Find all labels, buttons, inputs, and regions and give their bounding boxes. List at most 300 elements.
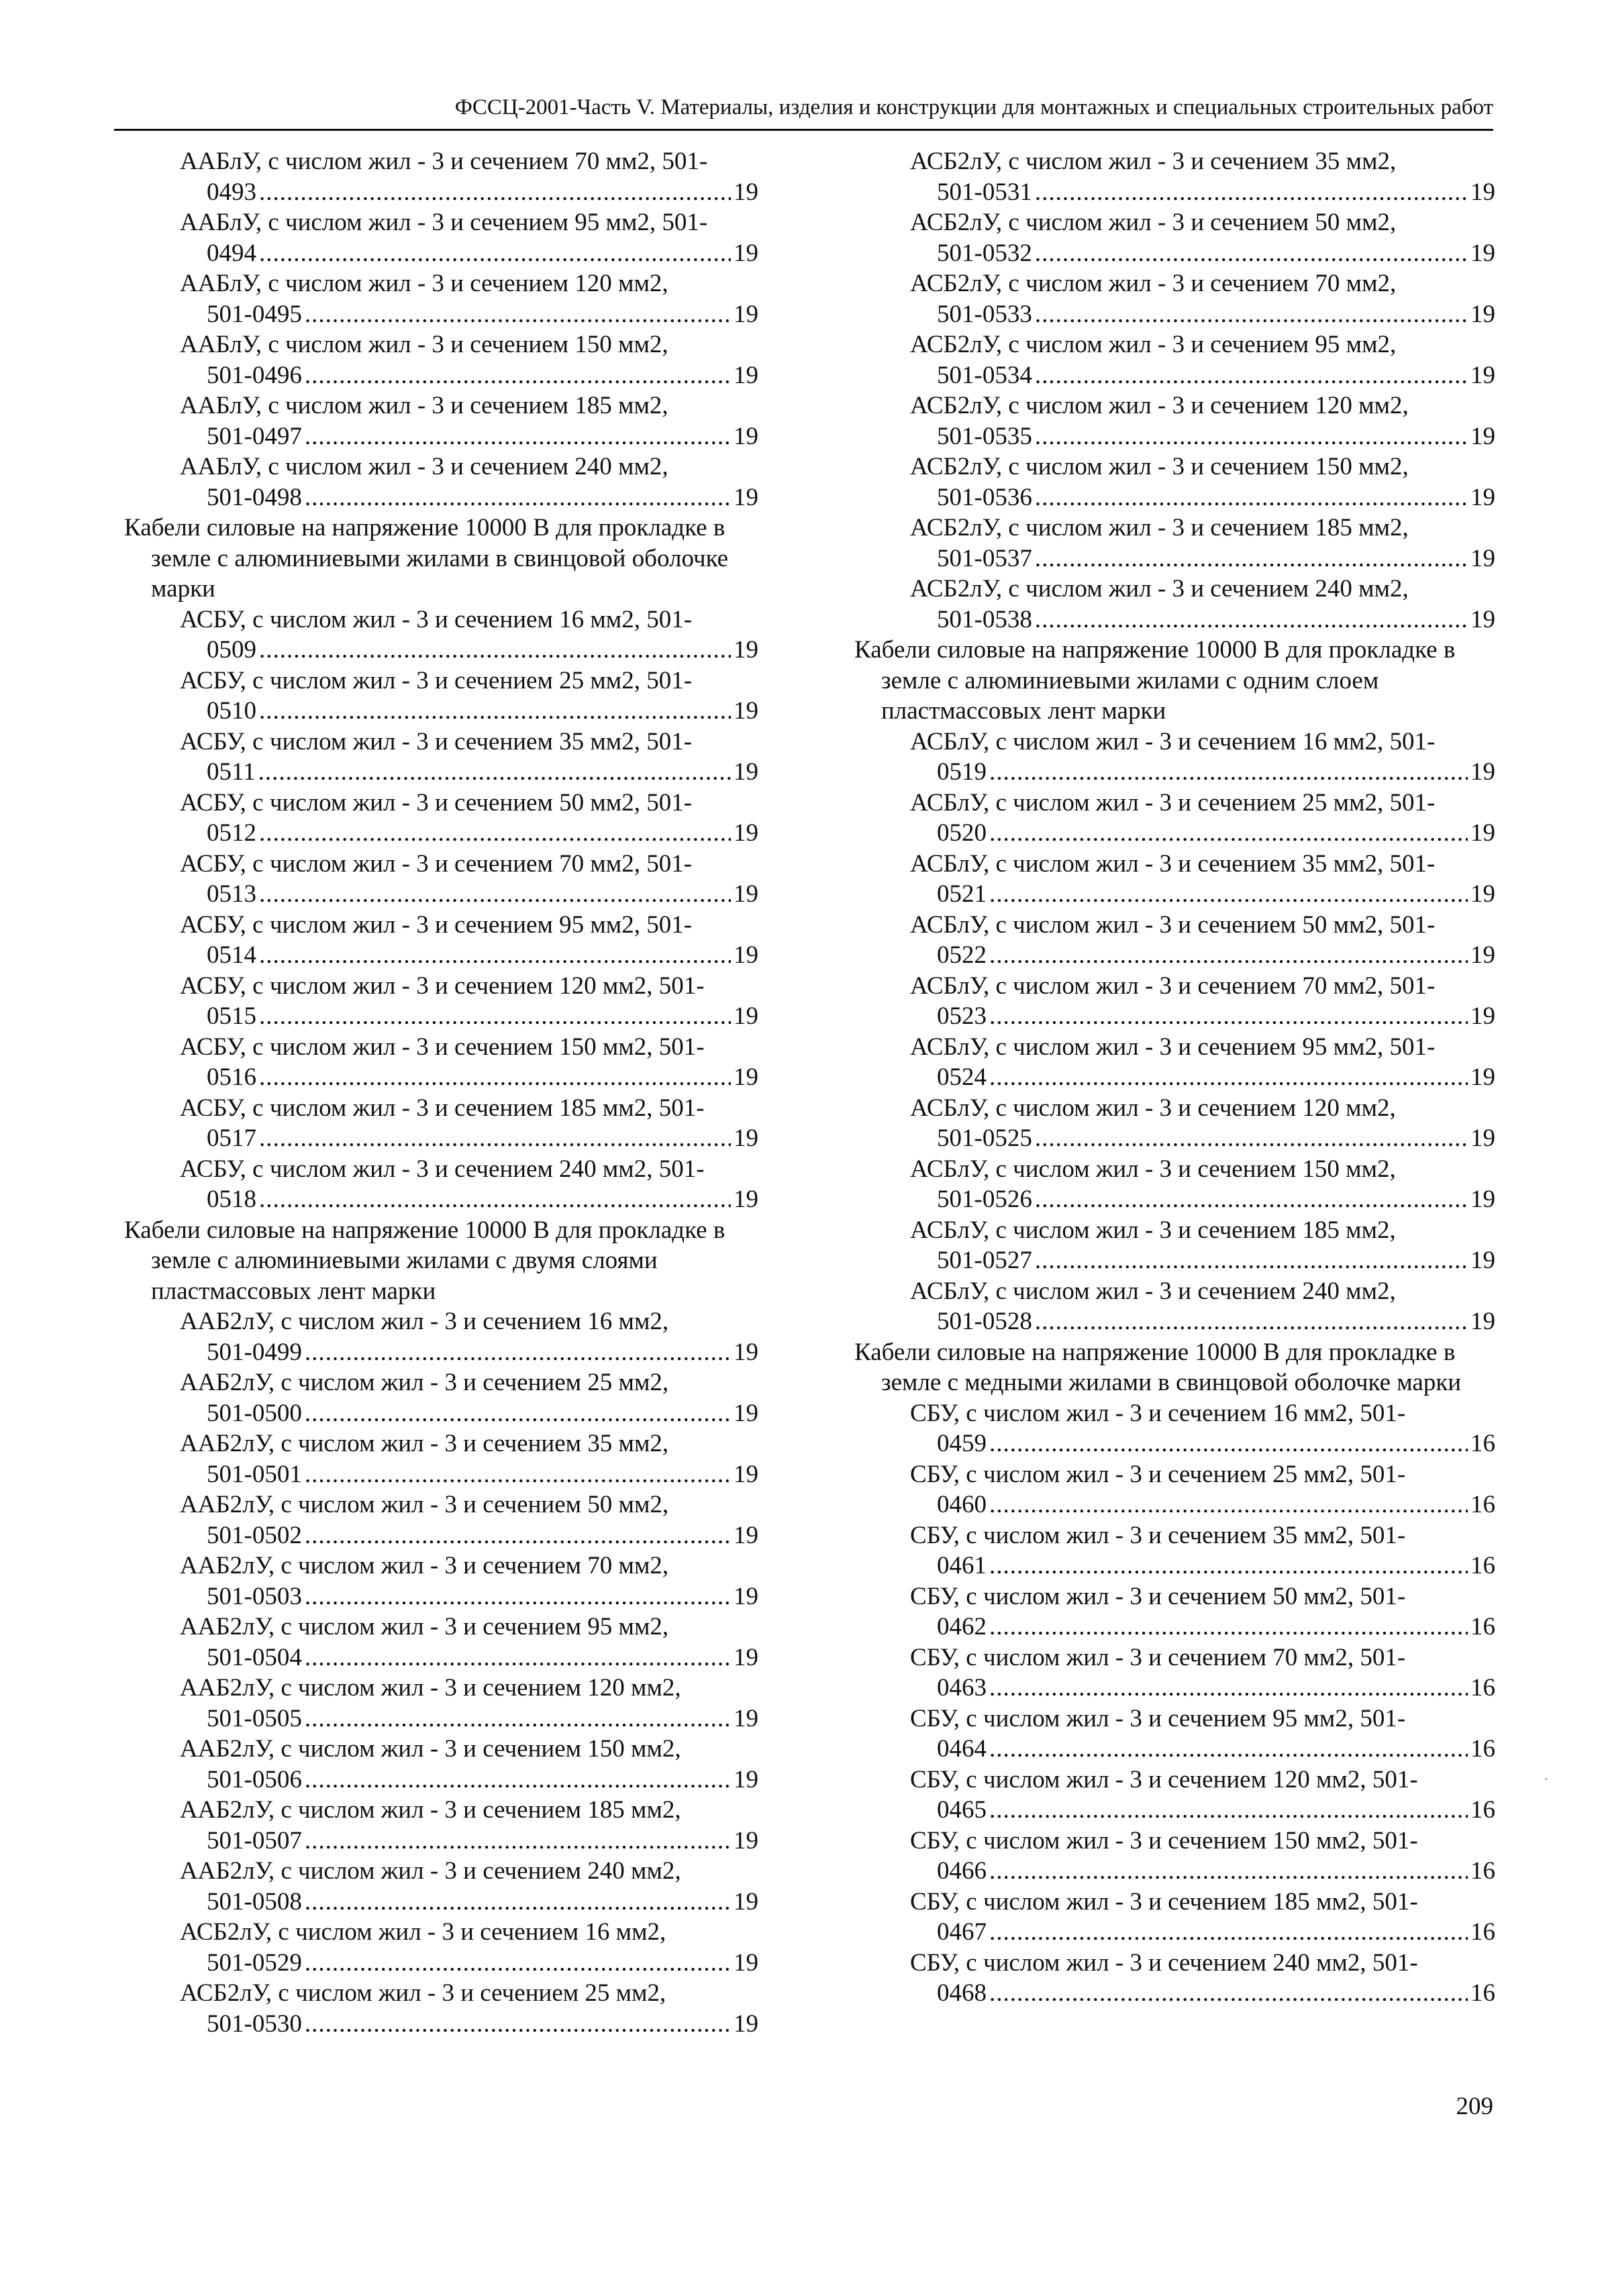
dot-leader (1035, 1184, 1468, 1215)
entry-title: ААБлУ, с числом жил - 3 и сечением 185 мм2, (180, 392, 668, 419)
entry-reference-line (180, 1062, 758, 1093)
entry-title: ААБлУ, с числом жил - 3 и сечением 120 мм2, (180, 270, 668, 297)
entry-title: ААБлУ, с числом жил - 3 и сечением 95 мм2, 501- (180, 209, 708, 236)
entry-code: 501-0538 (937, 605, 1032, 633)
entry-page-number: 19 (1470, 941, 1495, 969)
index-entry (854, 1276, 1495, 1337)
entry-code: 0523 (937, 1002, 987, 1030)
entry-code: 501-0498 (207, 483, 302, 511)
index-entry (124, 910, 758, 971)
dot-leader (989, 1734, 1468, 1765)
entry-title: ААБ2лУ, с числом жил - 3 и сечением 70 мм2, (180, 1552, 669, 1579)
entry-page-number: 19 (1470, 758, 1495, 786)
index-entry (854, 1093, 1495, 1154)
entry-title: АСБУ, с числом жил - 3 и сечением 50 мм2, 501- (180, 788, 693, 817)
dot-leader (259, 696, 731, 727)
dot-leader (305, 1520, 731, 1551)
entry-code: 501-0495 (207, 300, 302, 328)
entry-title: АСБлУ, с числом жил - 3 и сечением 185 мм2, (910, 1216, 1396, 1244)
entry-reference-line (910, 1428, 1495, 1459)
entry-reference-line (180, 1826, 758, 1857)
entry-page-number: 16 (1470, 1979, 1495, 2007)
index-column-left (124, 146, 758, 2039)
index-entry (124, 666, 758, 727)
entry-code: 0462 (937, 1613, 987, 1640)
entry-code: 0524 (937, 1063, 987, 1091)
entry-reference-line (180, 1642, 758, 1673)
index-entry (854, 1642, 1495, 1704)
entry-reference-line (910, 1673, 1495, 1704)
entry-code: 0461 (937, 1552, 987, 1579)
entry-code: 501-0533 (937, 300, 1032, 328)
entry-code: 501-0537 (937, 544, 1032, 572)
index-entry (124, 1154, 758, 1215)
entry-reference-line (910, 1001, 1495, 1032)
entry-title: АСБ2лУ, с числом жил - 3 и сечением 16 мм2, (180, 1918, 666, 1946)
entry-code: 501-0506 (207, 1765, 302, 1793)
entry-page-number: 19 (734, 300, 758, 328)
entry-reference-line (180, 2009, 758, 2040)
entry-page-number: 16 (1470, 1918, 1495, 1946)
index-entry (124, 849, 758, 910)
index-entry (854, 1948, 1495, 2009)
entry-title: СБУ, с числом жил - 3 и сечением 25 мм2, 501- (910, 1460, 1406, 1488)
entry-title: ААБ2лУ, с числом жил - 3 и сечением 185 мм2, (180, 1796, 681, 1824)
dot-leader (259, 238, 731, 269)
entry-reference-line (910, 1612, 1495, 1642)
index-entry (854, 574, 1495, 635)
index-entry (124, 971, 758, 1032)
entry-page-number: 19 (734, 1643, 758, 1671)
index-entry (854, 1887, 1495, 1948)
index-entry (124, 452, 758, 513)
entry-page-number: 16 (1470, 1796, 1495, 1824)
scan-speck (1545, 1778, 1547, 1780)
entry-page-number: 19 (734, 697, 758, 725)
dot-leader (989, 1490, 1468, 1520)
entry-reference-line (910, 482, 1495, 513)
entry-reference-line (910, 1306, 1495, 1337)
entry-page-number: 16 (1470, 1552, 1495, 1579)
entry-code: 501-0499 (207, 1338, 302, 1366)
entry-code: 501-0501 (207, 1460, 302, 1488)
dot-leader (989, 818, 1468, 849)
entry-page-number: 19 (1470, 361, 1495, 389)
entry-title: СБУ, с числом жил - 3 и сечением 35 мм2, 501- (910, 1521, 1406, 1549)
page-header: ФССЦ-2001-Часть V. Материалы, изделия и конструкции для монтажных и специальных строительных работ (114, 94, 1493, 131)
entry-page-number: 19 (1470, 605, 1495, 633)
dot-leader (259, 879, 731, 910)
entry-page-number: 19 (734, 1399, 758, 1427)
entry-title: АСБУ, с числом жил - 3 и сечением 70 мм2, 501- (180, 849, 693, 878)
entry-reference-line (180, 1520, 758, 1551)
entry-reference-line (910, 421, 1495, 452)
entry-page-number: 16 (1470, 1857, 1495, 1885)
entry-reference-line (910, 177, 1495, 208)
entry-code: 0468 (937, 1979, 987, 2007)
entry-reference-line (180, 757, 758, 788)
entry-title: СБУ, с числом жил - 3 и сечением 185 мм2, 501- (910, 1887, 1418, 1916)
entry-title: АСБлУ, с числом жил - 3 и сечением 16 мм2, 501- (910, 727, 1436, 755)
dot-leader (1035, 1306, 1468, 1337)
entry-code: 501-0529 (207, 1948, 302, 1977)
entry-page-number: 19 (1470, 544, 1495, 572)
dot-leader (305, 1337, 731, 1368)
entry-reference-line (180, 1581, 758, 1612)
entry-code: 0493 (207, 178, 256, 206)
entry-code: 501-0526 (937, 1186, 1032, 1213)
dot-leader (989, 1001, 1468, 1032)
index-entry (854, 268, 1495, 329)
index-entry (854, 1154, 1495, 1215)
entry-page-number: 19 (734, 1582, 758, 1610)
entry-page-number: 16 (1470, 1430, 1495, 1457)
entry-code: 501-0508 (207, 1887, 302, 1916)
dot-leader (259, 1123, 731, 1154)
entry-code: 0513 (207, 880, 256, 908)
entry-page-number: 19 (734, 239, 758, 267)
entry-title: АСБУ, с числом жил - 3 и сечением 35 мм2, 501- (180, 727, 693, 755)
entry-reference-line (910, 757, 1495, 788)
entry-page-number: 19 (1470, 1063, 1495, 1091)
entry-page-number: 19 (734, 1186, 758, 1213)
entry-title: АСБлУ, с числом жил - 3 и сечением 25 мм2, 501- (910, 788, 1436, 817)
entry-page-number: 19 (734, 1521, 758, 1549)
page-number: 209 (1456, 2093, 1493, 2120)
entry-reference-line (180, 482, 758, 513)
entry-title: АСБлУ, с числом жил - 3 и сечением 150 мм2, (910, 1155, 1396, 1183)
index-entry (124, 727, 758, 788)
dot-leader (989, 1612, 1468, 1642)
entry-title: СБУ, с числом жил - 3 и сечением 50 мм2, 501- (910, 1582, 1406, 1610)
entry-reference-line (180, 1337, 758, 1368)
entry-reference-line (180, 238, 758, 269)
entry-page-number: 19 (734, 1002, 758, 1030)
dot-leader (259, 635, 731, 666)
entry-title: АСБ2лУ, с числом жил - 3 и сечением 95 мм2, (910, 331, 1397, 358)
entry-reference-line (910, 879, 1495, 910)
index-entry (124, 1734, 758, 1795)
section-heading: Кабели силовые на напряжение 10000 В для прокладке в земле с алюминиевыми жилами с двумя слоями пластмассовых лент марки (124, 1216, 725, 1305)
entry-reference-line (910, 1978, 1495, 2009)
dot-leader (1035, 299, 1468, 330)
entry-page-number: 16 (1470, 1491, 1495, 1518)
entry-code: 0466 (937, 1857, 987, 1885)
dot-leader (989, 1795, 1468, 1826)
entry-code: 0521 (937, 880, 987, 908)
index-entry (124, 1917, 758, 1978)
entry-title: СБУ, с числом жил - 3 и сечением 70 мм2, 501- (910, 1643, 1406, 1671)
entry-page-number: 19 (734, 1125, 758, 1152)
entry-reference-line (910, 605, 1495, 635)
entry-title: АСБлУ, с числом жил - 3 и сечением 35 мм2, 501- (910, 849, 1436, 878)
index-entry (124, 1306, 758, 1367)
entry-page-number: 19 (734, 880, 758, 908)
dot-leader (305, 1826, 731, 1857)
entry-reference-line (910, 940, 1495, 971)
entry-reference-line (180, 696, 758, 727)
index-entry (124, 1490, 758, 1551)
entry-code: 0517 (207, 1125, 256, 1152)
entry-page-number: 19 (734, 1460, 758, 1488)
index-entry (854, 1704, 1495, 1765)
dot-leader (259, 1062, 731, 1093)
entry-code: 0494 (207, 239, 256, 267)
entry-page-number: 19 (734, 2010, 758, 2038)
entry-page-number: 19 (1470, 483, 1495, 511)
entry-title: СБУ, с числом жил - 3 и сечением 95 мм2, 501- (910, 1704, 1406, 1732)
entry-title: АСБУ, с числом жил - 3 и сечением 185 мм2, 501- (180, 1094, 705, 1122)
entry-reference-line (180, 1123, 758, 1154)
entry-title: ААБ2лУ, с числом жил - 3 и сечением 25 мм2, (180, 1369, 669, 1396)
entry-code: 0509 (207, 636, 256, 664)
entry-reference-line (910, 1490, 1495, 1520)
entry-title: АСБ2лУ, с числом жил - 3 и сечением 150 мм2, (910, 453, 1409, 480)
entry-reference-line (180, 177, 758, 208)
entry-code: 501-0503 (207, 1582, 302, 1610)
entry-code: 0515 (207, 1002, 256, 1030)
dot-leader (1035, 605, 1468, 635)
entry-reference-line (180, 1459, 758, 1490)
entry-page-number: 19 (734, 178, 758, 206)
entry-reference-line (910, 1123, 1495, 1154)
entry-code: 501-0525 (937, 1125, 1032, 1152)
entry-title: АСБУ, с числом жил - 3 и сечением 16 мм2, 501- (180, 605, 693, 633)
entry-code: 501-0536 (937, 483, 1032, 511)
index-entry (854, 146, 1495, 207)
entry-reference-line (180, 635, 758, 666)
entry-page-number: 19 (734, 483, 758, 511)
entry-reference-line (180, 360, 758, 391)
entry-page-number: 19 (734, 1887, 758, 1916)
entry-page-number: 19 (1470, 239, 1495, 267)
entry-code: 0510 (207, 697, 256, 725)
entry-title: ААБ2лУ, с числом жил - 3 и сечением 95 мм2, (180, 1613, 669, 1640)
entry-title: ААБ2лУ, с числом жил - 3 и сечением 50 мм2, (180, 1491, 669, 1518)
dot-leader (305, 1459, 731, 1490)
entry-title: АСБ2лУ, с числом жил - 3 и сечением 25 мм2, (180, 1979, 666, 2007)
entry-code: 0519 (937, 758, 987, 786)
entry-reference-line (910, 1734, 1495, 1765)
index-entry (854, 513, 1495, 574)
entry-code: 0464 (937, 1735, 987, 1763)
entry-code: 501-0532 (937, 239, 1032, 267)
entry-code: 0516 (207, 1063, 256, 1091)
index-entry (124, 1795, 758, 1856)
dot-leader (989, 1856, 1468, 1887)
dot-leader (989, 1978, 1468, 2009)
section-heading: Кабели силовые на напряжение 10000 В для прокладке в земле с медными жилами в свинцовой оболочке марки (854, 1338, 1462, 1396)
entry-title: ААБлУ, с числом жил - 3 и сечением 150 мм2, (180, 331, 668, 358)
dot-leader (259, 1184, 731, 1215)
entry-title: АСБлУ, с числом жил - 3 и сечением 50 мм2, 501- (910, 910, 1436, 939)
entry-page-number: 16 (1470, 1674, 1495, 1702)
dot-leader (305, 1765, 731, 1795)
entry-title: АСБУ, с числом жил - 3 и сечением 120 мм2, 501- (180, 972, 705, 1000)
entry-title: АСБлУ, с числом жил - 3 и сечением 70 мм2, 501- (910, 972, 1436, 1000)
entry-title: СБУ, с числом жил - 3 и сечением 150 мм2, 501- (910, 1826, 1418, 1855)
entry-page-number: 19 (734, 636, 758, 664)
entry-title: ААБ2лУ, с числом жил - 3 и сечением 120 мм2, (180, 1674, 681, 1702)
entry-reference-line (180, 299, 758, 330)
entry-code: 501-0504 (207, 1643, 302, 1671)
dot-leader (989, 1673, 1468, 1704)
dot-leader (305, 360, 731, 391)
dot-leader (989, 1917, 1468, 1948)
entry-title: СБУ, с числом жил - 3 и сечением 16 мм2, 501- (910, 1399, 1406, 1427)
dot-leader (305, 1887, 731, 1918)
index-entry (854, 1459, 1495, 1520)
entry-page-number: 16 (1470, 1613, 1495, 1640)
index-entry (124, 329, 758, 390)
entry-page-number: 19 (734, 1704, 758, 1732)
entry-title: АСБУ, с числом жил - 3 и сечением 240 мм2, 501- (180, 1155, 705, 1183)
entry-page-number: 19 (734, 819, 758, 847)
entry-title: ААБ2лУ, с числом жил - 3 и сечением 16 мм2, (180, 1308, 669, 1335)
entry-code: 501-0507 (207, 1826, 302, 1855)
entry-reference-line (910, 1856, 1495, 1887)
index-column-right (854, 146, 1495, 2009)
entry-code: 501-0497 (207, 422, 302, 450)
entry-title: АСБ2лУ, с числом жил - 3 и сечением 120 мм2, (910, 392, 1409, 419)
index-entry (124, 390, 758, 452)
index-entry (854, 1826, 1495, 1887)
entry-code: 0518 (207, 1186, 256, 1213)
entry-reference-line (180, 1887, 758, 1918)
index-entry (124, 1093, 758, 1154)
entry-page-number: 19 (734, 422, 758, 450)
entry-title: АСБУ, с числом жил - 3 и сечением 150 мм2, 501- (180, 1033, 705, 1061)
dot-leader (259, 818, 731, 849)
index-entry (124, 146, 758, 207)
index-entry (124, 1428, 758, 1490)
entry-title: АСБлУ, с числом жил - 3 и сечением 95 мм2, 501- (910, 1033, 1436, 1061)
entry-title: ААБ2лУ, с числом жил - 3 и сечением 35 мм2, (180, 1430, 669, 1457)
dot-leader (259, 940, 731, 971)
index-entry (124, 1612, 758, 1673)
entry-title: ААБ2лУ, с числом жил - 3 и сечением 240 мм2, (180, 1857, 681, 1885)
index-entry (124, 268, 758, 329)
entry-title: ААБлУ, с числом жил - 3 и сечением 240 мм2, (180, 453, 668, 480)
entry-reference-line (910, 360, 1495, 391)
entry-title: АСБ2лУ, с числом жил - 3 и сечением 50 мм2, (910, 209, 1397, 236)
entry-page-number: 19 (1470, 1125, 1495, 1152)
dot-leader (305, 421, 731, 452)
entry-code: 0522 (937, 941, 987, 969)
entry-code: 501-0530 (207, 2010, 302, 2038)
entry-title: АСБУ, с числом жил - 3 и сечением 95 мм2, 501- (180, 910, 693, 939)
entry-page-number: 19 (1470, 178, 1495, 206)
dot-leader (305, 2009, 731, 2040)
entry-title: ААБ2лУ, с числом жил - 3 и сечением 150 мм2, (180, 1735, 681, 1763)
dot-leader (305, 1948, 731, 1979)
dot-leader (989, 757, 1468, 788)
entry-title: ААБлУ, с числом жил - 3 и сечением 70 мм2, 501- (180, 148, 708, 175)
entry-code: 501-0528 (937, 1308, 1032, 1335)
dot-leader (1035, 177, 1468, 208)
entry-code: 501-0531 (937, 178, 1032, 206)
entry-page-number: 19 (734, 1338, 758, 1366)
index-entry (124, 1978, 758, 2039)
entry-reference-line (180, 940, 758, 971)
dot-leader (989, 1428, 1468, 1459)
dot-leader (1035, 1245, 1468, 1276)
entry-code: 0463 (937, 1674, 987, 1702)
section-heading: Кабели силовые на напряжение 10000 В для прокладке в земле с алюминиевыми жилами с одним слоем пластмассовых лент марки (854, 636, 1456, 725)
dot-leader (305, 1581, 731, 1612)
entry-reference-line (910, 818, 1495, 849)
entry-reference-line (180, 879, 758, 910)
entry-page-number: 19 (1470, 1186, 1495, 1213)
entry-page-number: 19 (734, 941, 758, 969)
index-entry (124, 1856, 758, 1917)
entry-code: 501-0502 (207, 1521, 302, 1549)
entry-page-number: 19 (734, 1063, 758, 1091)
entry-page-number: 19 (1470, 880, 1495, 908)
dot-leader (1035, 421, 1468, 452)
index-entry (124, 207, 758, 268)
entry-page-number: 19 (734, 1765, 758, 1793)
entry-page-number: 19 (1470, 1308, 1495, 1335)
index-entry (854, 329, 1495, 390)
entry-reference-line (180, 1765, 758, 1795)
entry-code: 0460 (937, 1491, 987, 1518)
entry-code: 501-0496 (207, 361, 302, 389)
dot-leader (258, 757, 731, 788)
index-entry (854, 1765, 1495, 1826)
entry-code: 0512 (207, 819, 256, 847)
entry-title: АСБлУ, с числом жил - 3 и сечением 120 мм2, (910, 1094, 1396, 1122)
dot-leader (305, 482, 731, 513)
index-entry (124, 788, 758, 849)
entry-code: 0514 (207, 941, 256, 969)
entry-reference-line (910, 1551, 1495, 1581)
entry-reference-line (910, 543, 1495, 574)
entry-code: 0467 (937, 1918, 987, 1946)
entry-page-number: 19 (1470, 1247, 1495, 1274)
entry-code: 501-0505 (207, 1704, 302, 1732)
entry-reference-line (910, 1795, 1495, 1826)
entry-code: 0459 (937, 1430, 987, 1457)
index-entry (854, 390, 1495, 452)
entry-reference-line (910, 299, 1495, 330)
entry-code: 0465 (937, 1796, 987, 1824)
entry-reference-line (910, 1245, 1495, 1276)
dot-leader (305, 1642, 731, 1673)
dot-leader (259, 1001, 731, 1032)
entry-code: 0511 (207, 758, 256, 786)
entry-reference-line (180, 1398, 758, 1429)
index-entry (854, 727, 1495, 788)
dot-leader (305, 299, 731, 330)
index-entry (854, 207, 1495, 268)
entry-reference-line (180, 1704, 758, 1734)
entry-reference-line (910, 238, 1495, 269)
dot-leader (259, 177, 731, 208)
entry-reference-line (180, 818, 758, 849)
index-entry (854, 910, 1495, 971)
dot-leader (305, 1704, 731, 1734)
entry-title: СБУ, с числом жил - 3 и сечением 240 мм2, 501- (910, 1948, 1418, 1977)
index-entry (854, 1032, 1495, 1093)
dot-leader (989, 1062, 1468, 1093)
index-entry (854, 452, 1495, 513)
dot-leader (989, 940, 1468, 971)
entry-page-number: 19 (734, 1948, 758, 1977)
entry-code: 501-0527 (937, 1247, 1032, 1274)
index-entry (854, 1215, 1495, 1276)
entry-title: АСБУ, с числом жил - 3 и сечением 25 мм2, 501- (180, 666, 693, 694)
